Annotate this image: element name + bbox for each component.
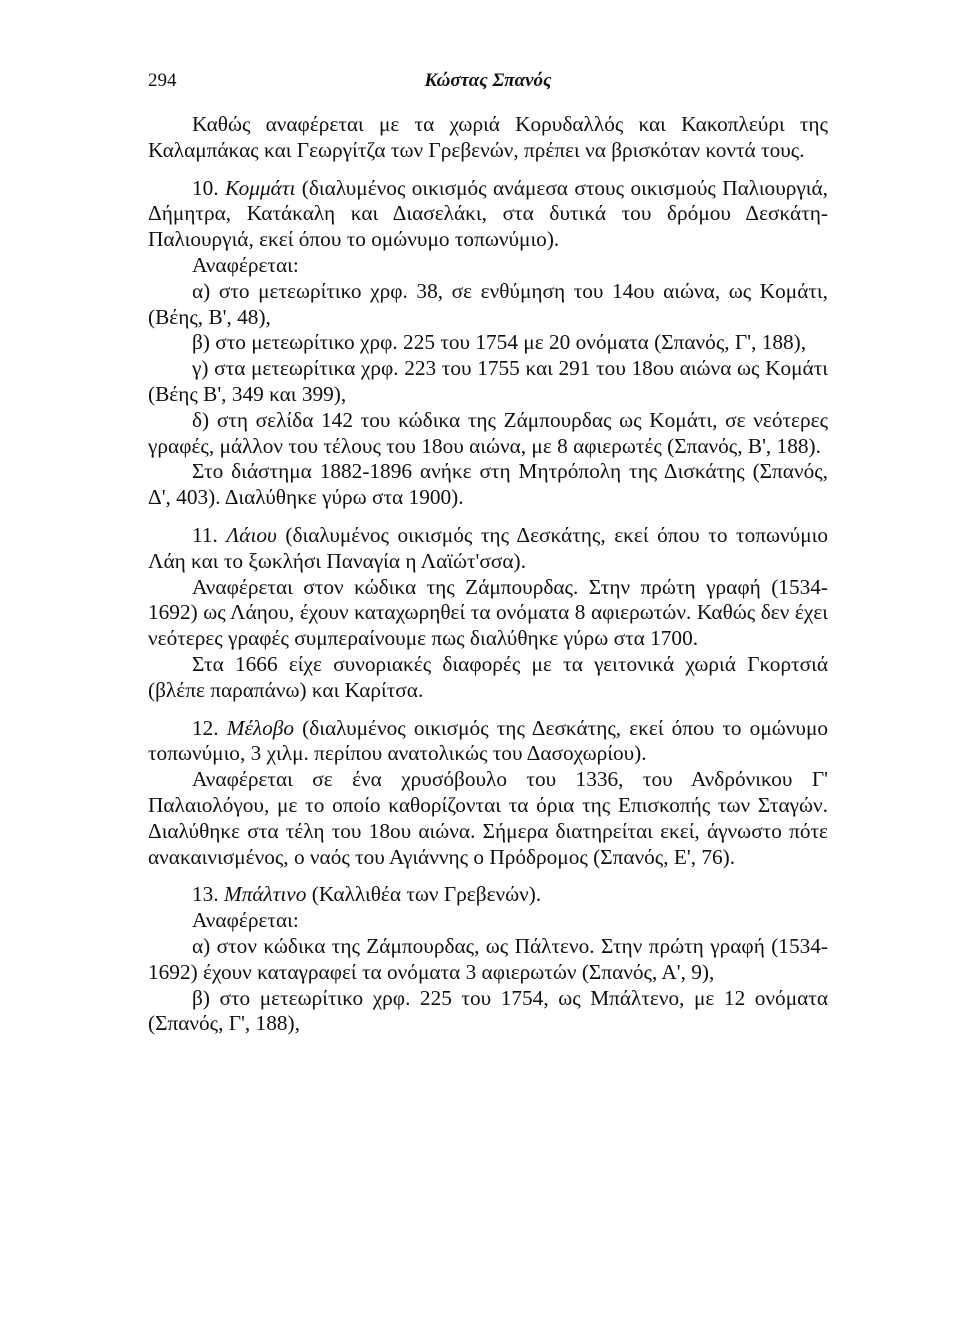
entry-10-heading [148, 176, 828, 253]
entry-12-title: Μέλοβο [226, 715, 295, 740]
page-number: 294 [148, 70, 177, 91]
entry-13-item-b: β) στο μετεωρίτικο χρφ. 225 του 1754, ως Μπάλτενο, με 12 ονόματα (Σπανός, Γ', 188), [148, 985, 828, 1036]
entry-10-description: (διαλυμένος οικισμός ανάμεσα στους οικισμούς Παλιουργιά, Δήμητρα, Κατάκαλη και Διασελάκι, στα δυτικά του δρόμου Δεσκάτη-Παλιουργιά, εκεί όπου το ομώνυμο τοπωνύμιο). [148, 175, 829, 252]
entry-12-paragraph-1: Αναφέρεται σε ένα χρυσόβουλο του 1336, του Ανδρόνικου Γ' Παλαιολόγου, με το οποίο καθορίζονται τα όρια της Επισκοπής των Σταγών. Διαλύθηκε στα τέλη του 18ου αιώνα. Σήμερα διατηρείται εκεί, άγνωστο πότε ανακαινισμένος, ο ναός του Αγιάννης ο Πρόδρομος (Σπανός, Ε', 76). [148, 767, 828, 869]
entry-10-item-d: δ) στη σελίδα 142 του κώδικα της Ζάμπουρδας ως Κομάτι, σε νεότερες γραφές, μάλλον του τέλους του 18ου αιώνα, με 8 αφιερωτές (Σπανός, Β', 188). [148, 407, 828, 458]
entry-13-description: (Καλλιθέα των Γρεβενών). [306, 882, 542, 907]
entry-12-heading [148, 716, 828, 768]
entry-13-heading [148, 882, 828, 908]
entry-10-number: 10. [192, 175, 219, 200]
entry-13-reference-label: Αναφέρεται: [192, 908, 299, 933]
running-head [148, 70, 828, 98]
entry-11-paragraph-1: Αναφέρεται στον κώδικα της Ζάμπουρδας. Στην πρώτη γραφή (1534-1692) ως Λάηου, έχουν καταχωρηθεί τα ονόματα 8 αφιερωτών. Καθώς δεν έχει νεότερες γραφές συμπεραίνουμε πως διαλύθηκε γύρω στα 1700. [148, 574, 828, 651]
intro-paragraph: Καθώς αναφέρεται με τα χωριά Κορυδαλλός και Κακοπλεύρι της Καλαμπάκας και Γεωργίτζα των Γρεβενών, πρέπει να βρισκόταν κοντά τους. [148, 112, 828, 162]
entry-10-item-b: β) στο μετεωρίτικο χρφ. 225 του 1754 με 20 ονόματα (Σπανός, Γ', 188), [192, 330, 807, 355]
entry-11-number: 11. [192, 522, 218, 547]
entry-10-reference-label: Αναφέρεται: [192, 252, 299, 277]
entry-10-tail: Στο διάστημα 1882-1896 ανήκε στη Μητρόπολη της Δισκάτης (Σπανός, Δ', 403). Διαλύθηκε γύρω στα 1900). [148, 459, 828, 510]
entry-10-item-c: γ) στα μετεωρίτικα χρφ. 223 του 1755 και 291 του 18ου αιώνα ως Κομάτι (Βέης Β', 349 και 399), [148, 356, 828, 406]
entry-11-paragraph-2: Στα 1666 είχε συνοριακές διαφορές με τα γειτονικά χωριά Γκορτσιά (βλέπε παραπάνω) και Καρίτσα. [148, 651, 828, 702]
entry-11-heading [148, 523, 828, 575]
entry-11-title: Λάιου [226, 522, 277, 547]
entry-11-description: (διαλυμένος οικισμός της Δεσκάτης, εκεί όπου το τοπωνύμιο Λάη και το ξωκλήσι Παναγία η Λαϊώτ'σσα). [148, 522, 828, 573]
entry-10-item-a: α) στο μετεωρίτικο χρφ. 38, σε ενθύμηση του 14ου αιώνα, ως Κομάτι, (Βέης, Β', 48), [148, 278, 828, 329]
entry-12-number: 12. [192, 715, 219, 740]
entry-13-title: Μπάλτινο [223, 882, 307, 907]
entry-13-item-a: α) στον κώδικα της Ζάμπουρδας, ως Πάλτενο. Στην πρώτη γραφή (1534-1692) έχουν καταγραφεί τα ονόματα 3 αφιερωτών (Σπανός, Α', 9), [148, 933, 828, 984]
entry-13-number: 13. [192, 882, 219, 907]
entry-10-title: Κομμάτι [225, 175, 296, 200]
entry-12-description: (διαλυμένος οικισμός της Δεσκάτης, εκεί όπου το ομώνυμο τοπωνύμιο, 3 χιλμ. περίπου ανατολικώς του Δασοχωρίου). [148, 715, 829, 766]
body-text [148, 112, 828, 1037]
running-head-author: Κώστας Σπανός [424, 70, 552, 91]
